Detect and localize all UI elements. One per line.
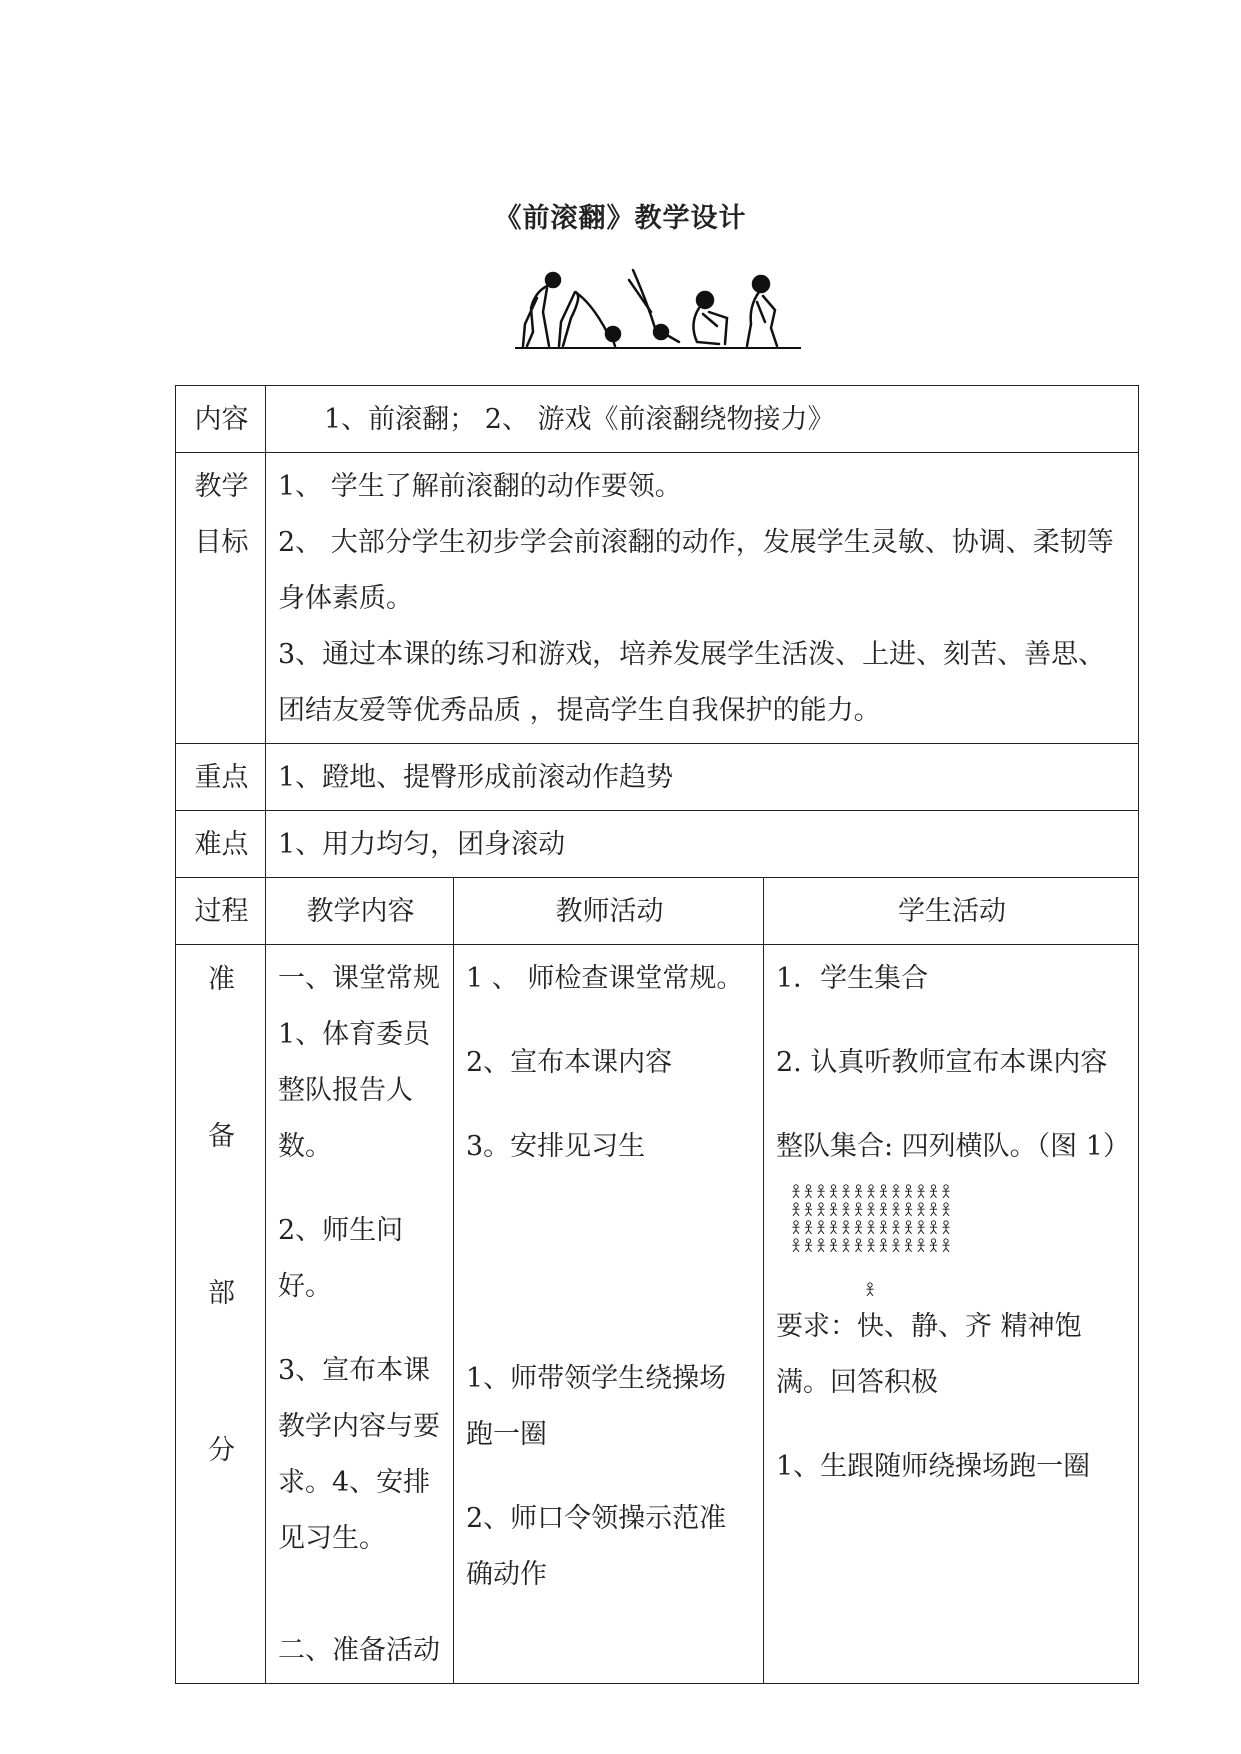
student-figure xyxy=(817,1221,824,1234)
student-figure xyxy=(867,1239,874,1252)
prep-teacher-cell xyxy=(454,945,764,1684)
student-figure xyxy=(830,1185,837,1198)
student-figure xyxy=(917,1221,924,1234)
lesson-plan-table xyxy=(175,385,1139,1684)
student-figure xyxy=(817,1203,824,1216)
column-header-content: 教学内容 xyxy=(266,878,454,945)
prep-content-line-5: 二、准备活动 xyxy=(278,1635,440,1666)
student-figure xyxy=(855,1185,862,1198)
goal-item-2: 2、 大部分学生初步学会前滚翻的动作，发展学生灵敏、协调、柔韧等身体素质。 xyxy=(278,527,1114,614)
student-figure xyxy=(905,1185,912,1198)
prep-student-line-2: 2. 认真听教师宣布本课内容 xyxy=(776,1047,1108,1078)
student-figure xyxy=(867,1185,874,1198)
prep-teacher-line-5: 2、师口令领操示范准确动作 xyxy=(466,1503,727,1590)
student-figure xyxy=(942,1221,949,1234)
student-figure xyxy=(930,1239,937,1252)
student-figure xyxy=(792,1239,799,1252)
content-row xyxy=(176,386,1139,453)
student-figure xyxy=(880,1221,887,1234)
difficulty-text: 1、用力均匀，团身滚动 xyxy=(266,811,1139,878)
prep-label-char-1: 准 xyxy=(208,964,235,995)
student-figure xyxy=(905,1221,912,1234)
prep-section-row xyxy=(176,945,1139,1684)
document-title: 《前滚翻》教学设计 xyxy=(494,203,747,234)
process-label: 过程 xyxy=(176,878,266,945)
student-figure xyxy=(830,1239,837,1252)
student-figure xyxy=(792,1221,799,1234)
prep-content-cell xyxy=(266,945,454,1684)
goal-item-3: 3、通过本课的练习和游戏，培养发展学生活泼、上进、刻苦、善思、团结友爱等优秀品质 ，提高学生自我保护的能力。 xyxy=(278,639,1106,726)
prep-teacher-line-1: 1 、 师检查课堂常规。 xyxy=(466,963,744,994)
prep-student-cell xyxy=(764,945,1139,1684)
student-figure xyxy=(855,1203,862,1216)
student-figure xyxy=(830,1221,837,1234)
student-figure xyxy=(942,1203,949,1216)
process-header-row xyxy=(176,878,1139,945)
student-figure xyxy=(930,1185,937,1198)
student-figure xyxy=(855,1239,862,1252)
content-label: 内容 xyxy=(176,386,266,453)
forward-roll-illustration xyxy=(513,262,803,354)
key-point-row xyxy=(176,744,1139,811)
prep-teacher-line-2: 2、宣布本课内容 xyxy=(466,1047,673,1078)
student-figure xyxy=(930,1203,937,1216)
student-figure xyxy=(792,1185,799,1198)
student-figure xyxy=(917,1185,924,1198)
student-figure xyxy=(930,1221,937,1234)
student-figure xyxy=(905,1239,912,1252)
student-figure xyxy=(817,1239,824,1252)
prep-teacher-line-3: 3。安排见习生 xyxy=(466,1131,646,1162)
student-figure xyxy=(892,1239,899,1252)
student-figure xyxy=(830,1203,837,1216)
goals-label-line-2: 目标 xyxy=(194,527,249,558)
prep-content-line-1: 一、课堂常规 xyxy=(278,963,440,994)
prep-label-char-2: 备 xyxy=(208,1121,235,1152)
prep-label-char-4: 分 xyxy=(208,1435,235,1466)
prep-content-line-4: 3、宣布本课教学内容与要求。4、安排见习生。 xyxy=(278,1355,440,1554)
prep-student-line-1: 1．学生集合 xyxy=(776,963,929,994)
prep-teacher-line-4: 1、师带领学生绕操场跑一圈 xyxy=(466,1363,727,1450)
prep-content-line-3: 2、师生问好。 xyxy=(278,1215,404,1302)
prep-section-label xyxy=(176,945,266,1684)
goal-item-1: 1、 学生了解前滚翻的动作要领。 xyxy=(278,471,682,502)
student-figure xyxy=(942,1185,949,1198)
student-figure xyxy=(842,1221,849,1234)
student-figure xyxy=(842,1203,849,1216)
content-text: 1、前滚翻； 2、 游戏《前滚翻绕物接力》 xyxy=(266,386,1139,453)
student-figure xyxy=(880,1239,887,1252)
student-figure xyxy=(892,1203,899,1216)
prep-content-line-2: 1、体育委员整队报告人数。 xyxy=(278,1019,431,1162)
student-figure xyxy=(942,1239,949,1252)
student-figure xyxy=(867,1221,874,1234)
student-figure xyxy=(905,1203,912,1216)
student-figure xyxy=(892,1185,899,1198)
goals-label-line-1: 教学 xyxy=(194,471,249,502)
student-figure xyxy=(917,1239,924,1252)
prep-student-line-5: 1、生跟随师绕操场跑一圈 xyxy=(776,1451,1091,1482)
teacher-figure xyxy=(866,1283,873,1296)
student-figure xyxy=(842,1239,849,1252)
goals-text xyxy=(266,453,1139,744)
student-figure xyxy=(880,1203,887,1216)
prep-label-char-3: 部 xyxy=(208,1278,235,1309)
student-figure xyxy=(805,1185,812,1198)
goals-row xyxy=(176,453,1139,744)
difficulty-label: 难点 xyxy=(176,811,266,878)
student-figure xyxy=(792,1203,799,1216)
goals-label xyxy=(176,453,266,744)
student-figure xyxy=(880,1185,887,1198)
student-figure xyxy=(805,1203,812,1216)
formation-diagram xyxy=(790,1181,960,1299)
prep-student-line-4: 要求：快、静、齐 精神饱满。回答积极 xyxy=(776,1311,1082,1398)
student-figure xyxy=(805,1239,812,1252)
student-figure xyxy=(867,1203,874,1216)
difficulty-row xyxy=(176,811,1139,878)
key-point-label: 重点 xyxy=(176,744,266,811)
column-header-student: 学生活动 xyxy=(764,878,1139,945)
student-figure xyxy=(855,1221,862,1234)
column-header-teacher: 教师活动 xyxy=(454,878,764,945)
prep-student-line-3: 整队集合: 四列横队。（图 1） xyxy=(776,1131,1130,1162)
student-figure xyxy=(805,1221,812,1234)
student-figure xyxy=(892,1221,899,1234)
student-figure xyxy=(842,1185,849,1198)
student-figure xyxy=(917,1203,924,1216)
student-figure xyxy=(817,1185,824,1198)
key-point-text: 1、蹬地、提臀形成前滚动作趋势 xyxy=(266,744,1139,811)
